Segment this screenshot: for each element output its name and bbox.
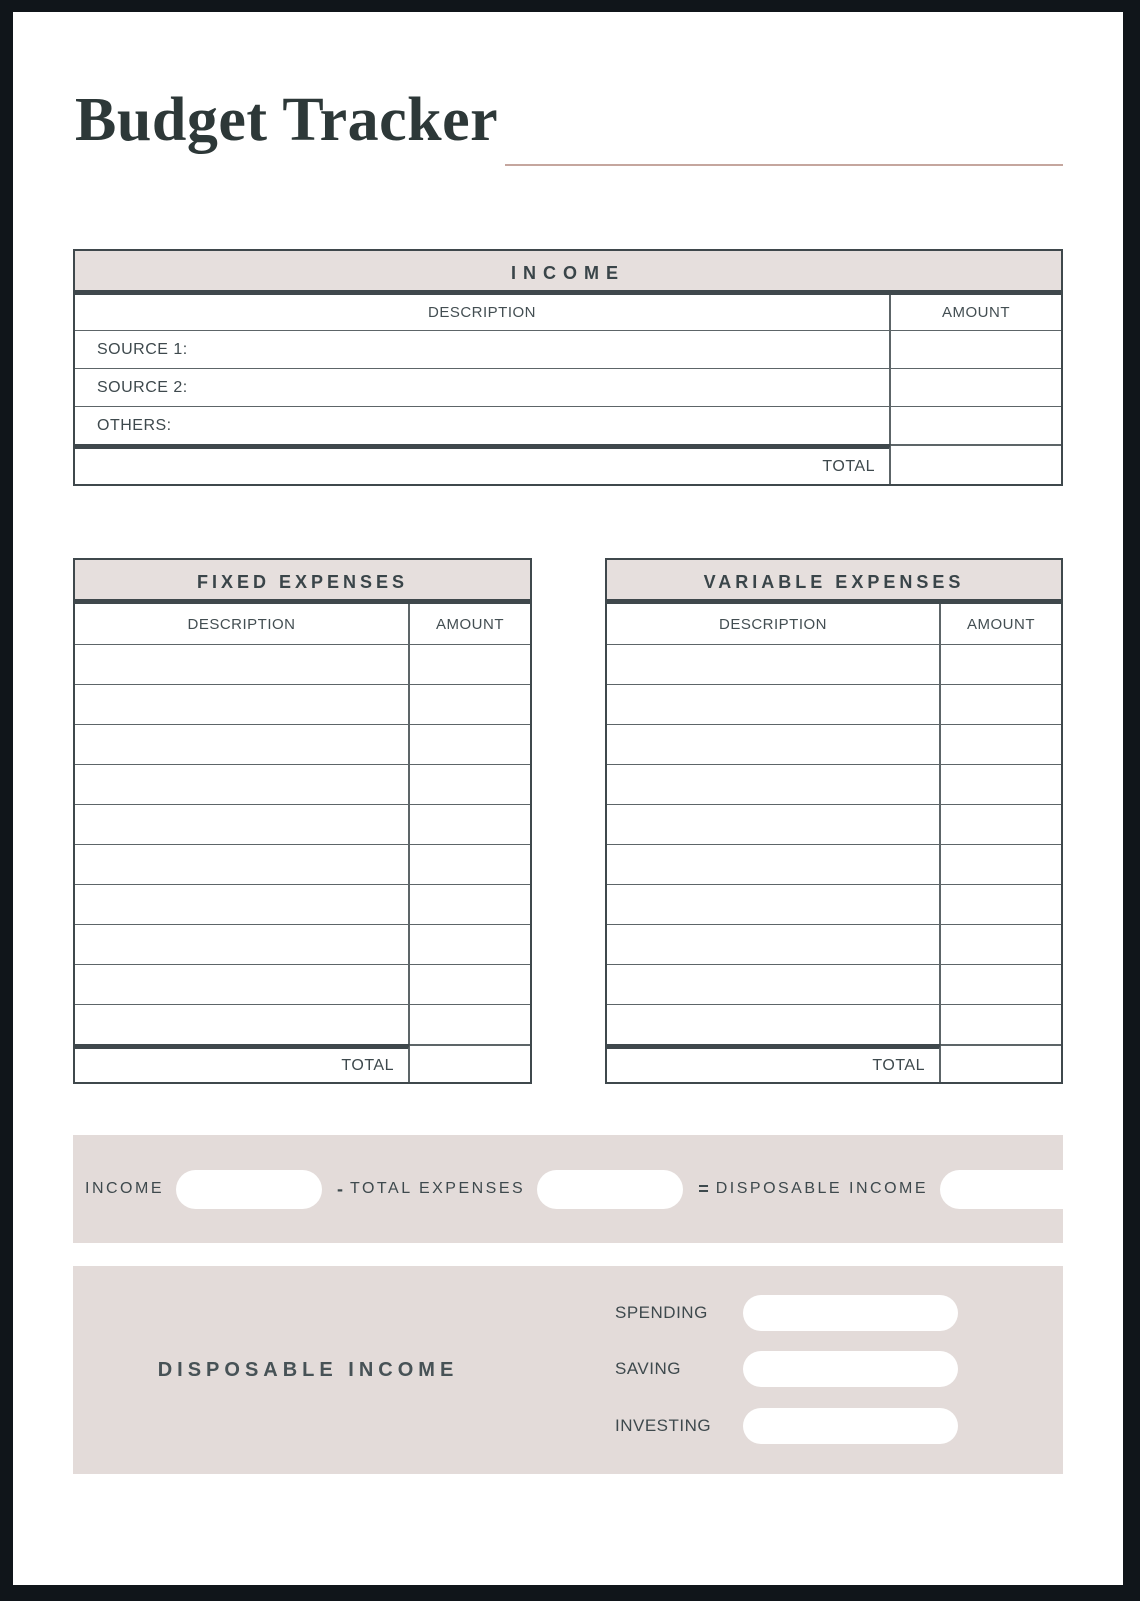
variable-expense-description-cell[interactable] [607,685,941,724]
summary-income-value-pill[interactable] [176,1170,322,1209]
variable-expenses-header-row [607,604,1061,644]
saving-row [615,1351,958,1387]
spending-label: SPENDING [615,1303,708,1322]
saving-value-pill[interactable] [743,1351,958,1387]
summary-disposable-income-value-pill[interactable] [940,1170,1086,1209]
variable-description-column-header: DESCRIPTION [607,604,941,644]
fixed-expenses-header-row [75,604,530,644]
fixed-expense-description-cell[interactable] [75,805,410,844]
variable-expenses-total-amount-cell[interactable] [941,1044,1061,1082]
allocation-title: DISPOSABLE INCOME [157,1358,459,1381]
fixed-expenses-body [75,644,530,1044]
fixed-expenses-title: FIXED EXPENSES [75,560,530,604]
fixed-expense-row [75,764,530,804]
fixed-expense-description-cell[interactable] [75,685,410,724]
variable-expense-description-cell[interactable] [607,645,941,684]
disposable-income-allocation-band [73,1266,1063,1474]
variable-expense-description-cell[interactable] [607,965,941,1004]
fixed-expense-amount-cell[interactable] [410,1005,530,1044]
fixed-expense-amount-cell[interactable] [410,925,530,964]
variable-expense-row [607,964,1061,1004]
variable-expense-description-cell[interactable] [607,1005,941,1044]
fixed-expense-description-cell[interactable] [75,725,410,764]
spending-value-pill[interactable] [743,1295,958,1331]
variable-expenses-total-row [607,1044,1061,1082]
summary-income-label: INCOME [85,1180,164,1197]
fixed-expenses-table [73,558,532,1084]
variable-expense-amount-cell[interactable] [941,965,1061,1004]
income-table-title: INCOME [75,251,1061,295]
title-underline [505,164,1063,166]
fixed-expense-row [75,644,530,684]
variable-expenses-title: VARIABLE EXPENSES [607,560,1061,604]
page-title: Budget Tracker [75,86,499,154]
income-total-label: TOTAL [75,444,891,484]
fixed-expense-amount-cell[interactable] [410,645,530,684]
summary-total-expenses-label: TOTAL EXPENSES [350,1180,526,1197]
income-source2-label: SOURCE 2: [75,369,891,406]
fixed-amount-column-header: AMOUNT [436,615,504,633]
variable-expense-row [607,924,1061,964]
summary-disposable-income-label: DISPOSABLE INCOME [715,1180,929,1197]
minus-sign: - [337,1178,343,1199]
variable-expense-description-cell[interactable] [607,805,941,844]
fixed-expense-row [75,1004,530,1044]
investing-label: INVESTING [615,1416,712,1435]
income-total-amount-cell[interactable] [891,444,1061,484]
income-source1-label: SOURCE 1: [75,331,891,368]
saving-label: SAVING [615,1359,681,1378]
fixed-expense-amount-cell[interactable] [410,885,530,924]
fixed-expense-amount-cell[interactable] [410,765,530,804]
variable-expense-amount-cell[interactable] [941,645,1061,684]
variable-expense-description-cell[interactable] [607,845,941,884]
fixed-expense-description-cell[interactable] [75,645,410,684]
income-table [73,249,1063,486]
income-amount-column-header: AMOUNT [942,304,1010,321]
income-header-row [75,295,1061,330]
fixed-expense-row [75,724,530,764]
variable-expenses-body [607,644,1061,1044]
fixed-expenses-total-amount-cell[interactable] [410,1044,530,1082]
fixed-expense-row [75,804,530,844]
summary-total-expenses-value-pill[interactable] [537,1170,683,1209]
fixed-expense-amount-cell[interactable] [410,845,530,884]
income-others-label: OTHERS: [75,407,891,444]
fixed-expense-description-cell[interactable] [75,925,410,964]
spending-row [615,1295,958,1331]
variable-expense-description-cell[interactable] [607,885,941,924]
variable-expense-row [607,844,1061,884]
fixed-expense-description-cell[interactable] [75,965,410,1004]
variable-expense-amount-cell[interactable] [941,765,1061,804]
variable-expense-row [607,1004,1061,1044]
income-others-row [75,406,1061,444]
fixed-expense-description-cell[interactable] [75,845,410,884]
fixed-expense-amount-cell[interactable] [410,725,530,764]
fixed-expense-row [75,884,530,924]
income-source1-amount-cell[interactable] [891,331,1061,368]
variable-expenses-table [605,558,1063,1084]
fixed-expense-row [75,844,530,884]
fixed-expense-row [75,964,530,1004]
investing-value-pill[interactable] [743,1408,958,1444]
fixed-expenses-total-label: TOTAL [75,1044,410,1082]
variable-expense-amount-cell[interactable] [941,925,1061,964]
income-description-column-header: DESCRIPTION [75,295,891,330]
variable-expense-row [607,884,1061,924]
fixed-expense-description-cell[interactable] [75,885,410,924]
investing-row [615,1408,958,1444]
income-others-amount-cell[interactable] [891,407,1061,444]
income-source2-row [75,368,1061,406]
fixed-description-column-header: DESCRIPTION [75,604,410,644]
variable-expense-row [607,764,1061,804]
variable-expense-amount-cell[interactable] [941,1005,1061,1044]
variable-expense-description-cell[interactable] [607,725,941,764]
variable-expense-row [607,684,1061,724]
summary-formula-band [73,1135,1063,1243]
variable-expense-amount-cell[interactable] [941,885,1061,924]
variable-expense-amount-cell[interactable] [941,805,1061,844]
variable-expenses-total-label: TOTAL [607,1044,941,1082]
variable-expense-description-cell[interactable] [607,765,941,804]
variable-expense-amount-cell[interactable] [941,845,1061,884]
variable-expense-row [607,644,1061,684]
income-total-row [75,444,1061,484]
income-source2-amount-cell[interactable] [891,369,1061,406]
income-source1-row [75,330,1061,368]
variable-expense-amount-cell[interactable] [941,685,1061,724]
equals-sign: = [698,1178,709,1199]
fixed-expense-row [75,684,530,724]
variable-expense-description-cell[interactable] [607,925,941,964]
fixed-expense-amount-cell[interactable] [410,685,530,724]
fixed-expense-amount-cell[interactable] [410,805,530,844]
variable-expense-row [607,804,1061,844]
fixed-expense-description-cell[interactable] [75,765,410,804]
fixed-expense-row [75,924,530,964]
budget-tracker-page [13,12,1123,1585]
fixed-expense-amount-cell[interactable] [410,965,530,1004]
variable-expense-row [607,724,1061,764]
fixed-expenses-total-row [75,1044,530,1082]
fixed-expense-description-cell[interactable] [75,1005,410,1044]
variable-expense-amount-cell[interactable] [941,725,1061,764]
variable-amount-column-header: AMOUNT [967,615,1035,633]
